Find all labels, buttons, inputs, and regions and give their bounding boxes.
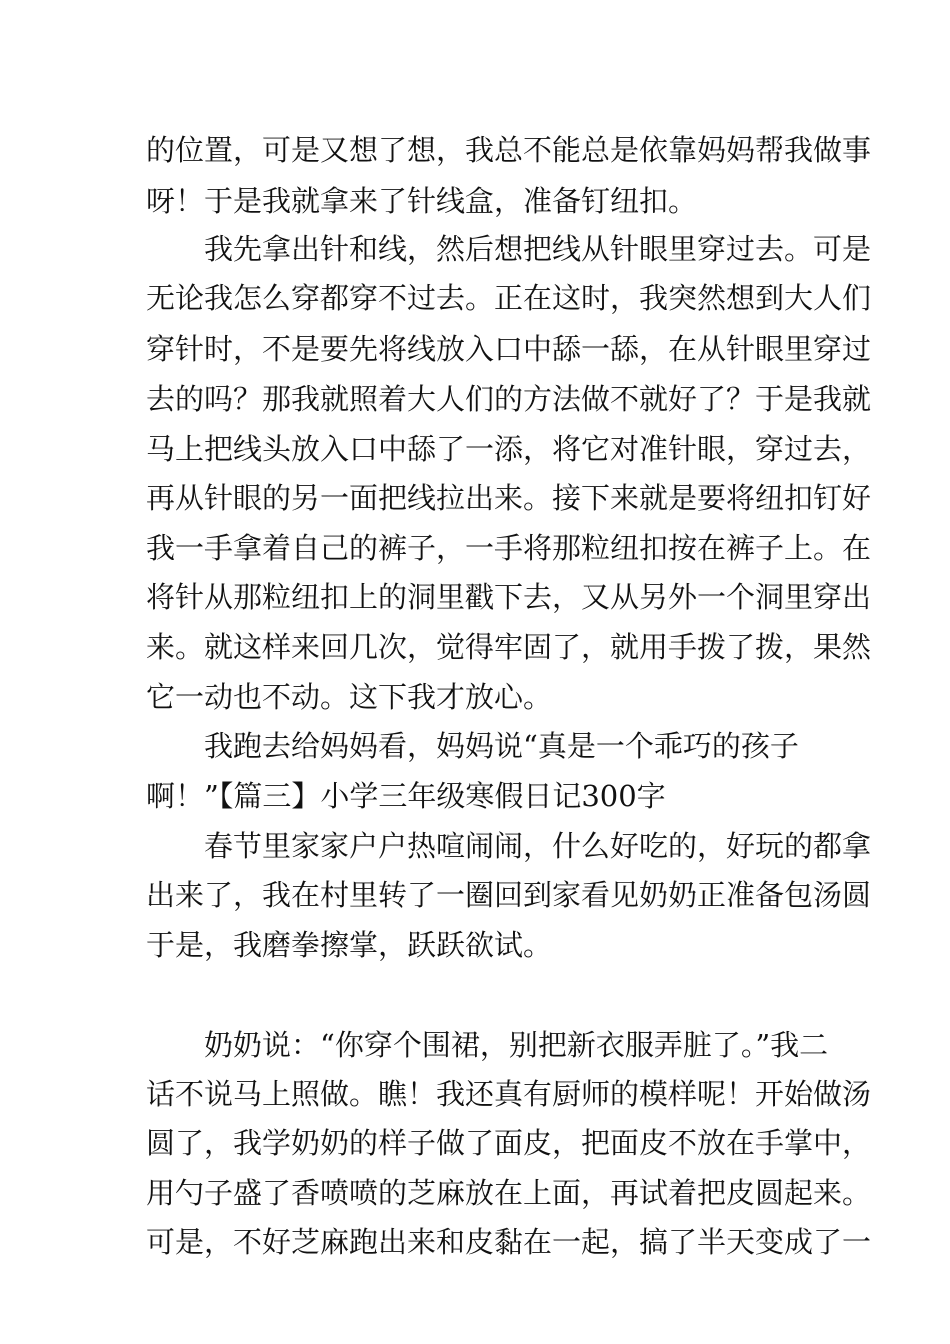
text-line: 出来了，我在村里转了一圈回到家看见奶奶正准备包汤圆 — [146, 878, 872, 912]
text-line: 将针从那粒纽扣上的洞里戳下去，又从另外一个洞里穿出 — [146, 580, 872, 614]
text-line: 圆了，我学奶奶的样子做了面皮，把面皮不放在手掌中， — [146, 1126, 872, 1160]
text-line: 穿针时，不是要先将线放入口中舔一舔，在从针眼里穿过 — [146, 332, 872, 366]
text-line: 奶奶说：“你穿个围裙，别把新衣服弄脏了。”我二 — [146, 1028, 829, 1062]
text-line: 春节里家家户户热喧闹闹，什么好吃的，好玩的都拿 — [146, 829, 872, 863]
text-line: 马上把线头放入口中舔了一添，将它对准针眼，穿过去， — [146, 432, 872, 466]
text-line: 于是，我磨拳擦掌，跃跃欲试。 — [146, 928, 553, 962]
text-line: 它一动也不动。这下我才放心。 — [146, 680, 553, 714]
text-line: 话不说马上照做。瞧！我还真有厨师的模样呢！开始做汤 — [146, 1077, 872, 1111]
text-line: 我先拿出针和线，然后想把线从针眼里穿过去。可是 — [146, 232, 872, 266]
text-line: 呀！于是我就拿来了针线盒，准备钉纽扣。 — [146, 184, 698, 218]
text-line: 我跑去给妈妈看，妈妈说“真是一个乖巧的孩子 — [146, 729, 799, 763]
text-line: 来。就这样来回几次，觉得牢固了，就用手拨了拨，果然 — [146, 630, 872, 664]
text-line: 可是，不好芝麻跑出来和皮黏在一起，搞了半天变成了一 — [146, 1225, 872, 1259]
text-line: 无论我怎么穿都穿不过去。正在这时，我突然想到大人们 — [146, 281, 872, 315]
text-line: 的位置，可是又想了想，我总不能总是依靠妈妈帮我做事 — [146, 133, 872, 167]
text-line: 再从针眼的另一面把线拉出来。接下来就是要将纽扣钉好 — [146, 481, 872, 515]
text-line: 用勺子盛了香喷喷的芝麻放在上面，再试着把皮圆起来。 — [146, 1176, 872, 1210]
text-line: 啊！”【篇三】小学三年级寒假日记300字 — [146, 779, 666, 813]
text-line: 我一手拿着自己的裤子，一手将那粒纽扣按在裤子上。在 — [146, 531, 872, 565]
text-line: 去的吗？那我就照着大人们的方法做不就好了？于是我就 — [146, 382, 872, 416]
